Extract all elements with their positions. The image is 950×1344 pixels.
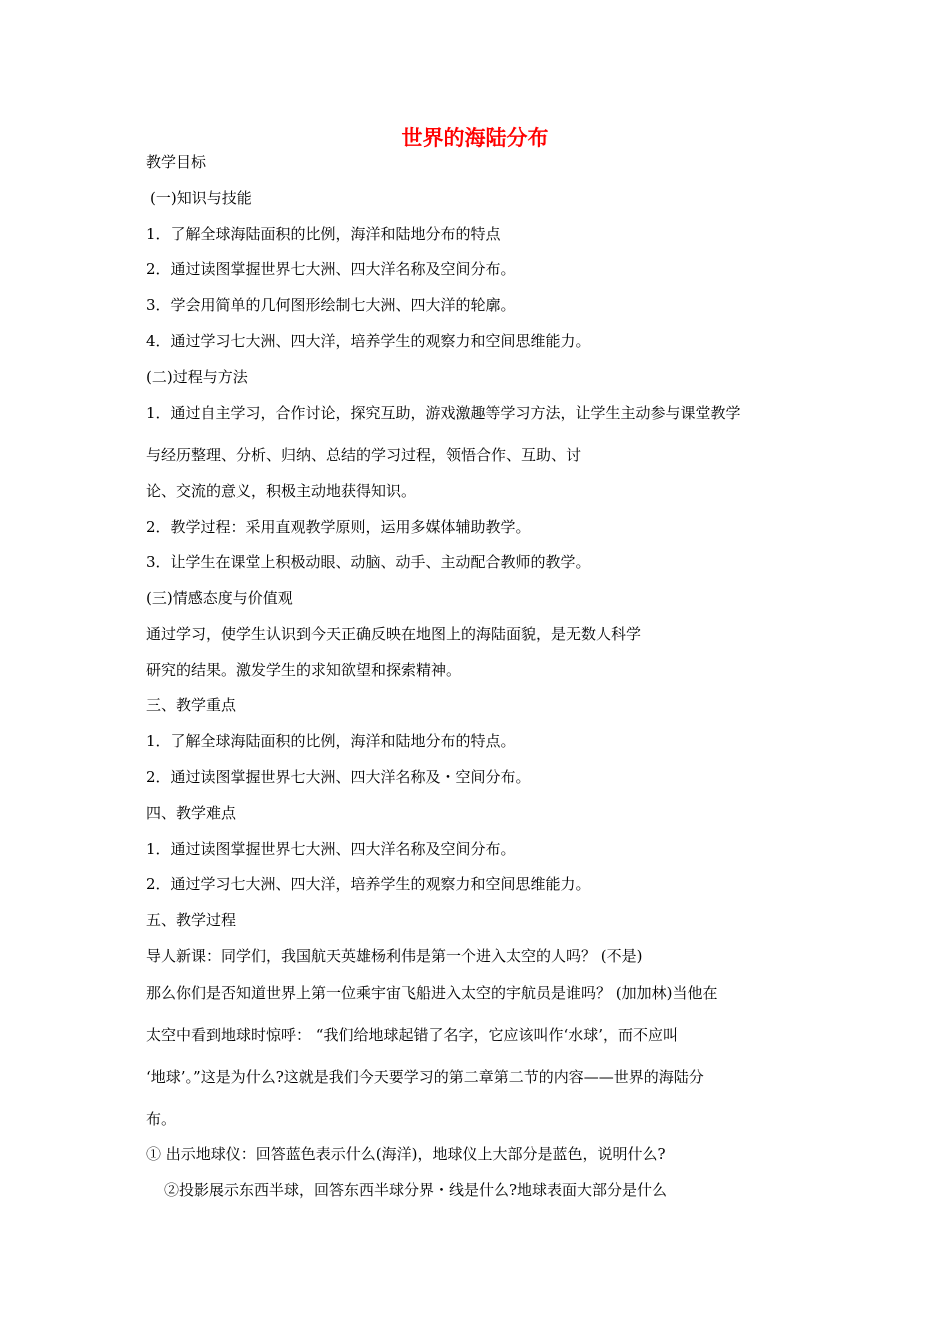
- values-paragraph-cont: 研究的结果。激发学生的求知欲望和探索精神。: [146, 661, 462, 679]
- heading-difficulties: 四、教学难点: [146, 804, 237, 822]
- heading-key-points: 三、教学重点: [146, 696, 237, 714]
- method-item-1: 1．通过自主学习，合作讨论，探究互助，游戏激趣等学习方法，让学生主动参与课堂教学: [146, 404, 741, 422]
- goal-item-1: 1．了解全球海陆面积的比例，海洋和陆地分布的特点: [146, 225, 501, 243]
- heading-teaching-goals: 教学目标: [146, 153, 207, 171]
- intro-paragraph-cont2: 太空中看到地球时惊呼： “我们给地球起错了名字，它应该叫作‘水球’，而不应叫: [146, 1026, 678, 1044]
- method-item-1-cont2: 论、交流的意义，积极主动地获得知识。: [146, 482, 417, 500]
- intro-paragraph-cont1: 那么你们是否知道世界上第一位乘宇宙飞船进入太空的宇航员是谁吗？ (加加林)当他在: [146, 984, 718, 1002]
- goal-item-3: 3．学会用简单的几何图形绘制七大洲、四大洋的轮廓。: [146, 296, 516, 314]
- subheading-process-method: (二)过程与方法: [146, 368, 248, 386]
- document-title: 世界的海陆分布: [401, 125, 549, 150]
- step-1: ① 出示地球仪：回答蓝色表示什么(海洋)，地球仪上大部分是蓝色，说明什么?: [146, 1145, 666, 1163]
- step-2: ②投影展示东西半球，回答东西半球分界・线是什么?地球表面大部分是什么: [164, 1181, 668, 1199]
- intro-paragraph: 导人新课：同学们，我国航天英雄杨利伟是第一个进入太空的人吗？ (不是): [146, 947, 643, 965]
- subheading-emotion-values: (三)情感态度与价值观: [146, 589, 293, 607]
- heading-teaching-process: 五、教学过程: [146, 911, 237, 929]
- goal-item-4: 4．通过学习七大洲、四大洋，培养学生的观察力和空间思维能力。: [146, 332, 591, 350]
- difficulty-1: 1．通过读图掌握世界七大洲、四大洋名称及空间分布。: [146, 840, 516, 858]
- values-paragraph: 通过学习，使学生认识到今天正确反映在地图上的海陆面貌，是无数人科学: [146, 625, 642, 643]
- key-point-2: 2．通过读图掌握世界七大洲、四大洋名称及・空间分布。: [146, 768, 531, 786]
- difficulty-2: 2．通过学习七大洲、四大洋，培养学生的观察力和空间思维能力。: [146, 875, 591, 893]
- subheading-knowledge-skills: (一)知识与技能: [150, 189, 252, 207]
- method-item-1-cont: 与经历整理、分析、归纳、总结的学习过程，领悟合作、互助、讨: [146, 446, 582, 464]
- key-point-1: 1．了解全球海陆面积的比例，海洋和陆地分布的特点。: [146, 732, 516, 750]
- method-item-3: 3．让学生在课堂上积极动眼、动脑、动手、主动配合教师的教学。: [146, 553, 591, 571]
- goal-item-2: 2．通过读图掌握世界七大洲、四大洋名称及空间分布。: [146, 260, 516, 278]
- intro-paragraph-cont4: 布。: [146, 1110, 177, 1128]
- method-item-2: 2．教学过程：采用直观教学原则，运用多媒体辅助教学。: [146, 518, 531, 536]
- intro-paragraph-cont3: ‘地球’。”这是为什么?这就是我们今天要学习的第二章第二节的内容——世界的海陆分: [146, 1068, 704, 1086]
